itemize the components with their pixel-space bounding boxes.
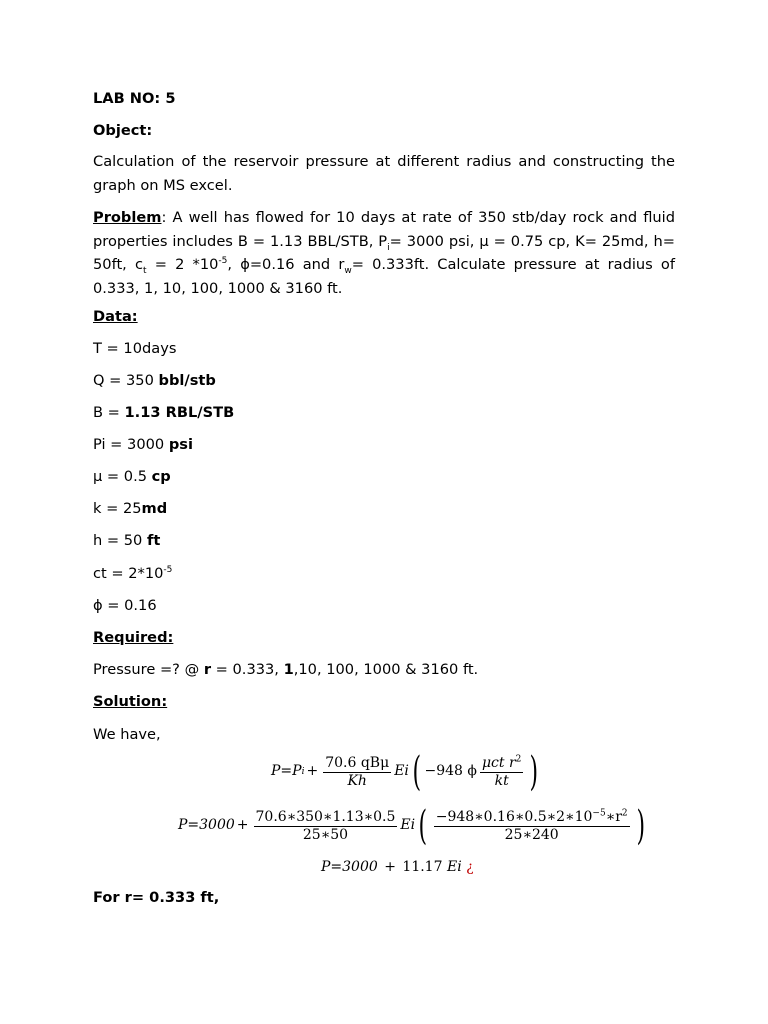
- equation-general: P=P i + $\frac{\text{70.6 qBμ}}{Kh}$ Ei ( −948 ϕ $\frac{\mu ct r^2}{kt}$ ): [271, 749, 539, 795]
- data-b: B = 1.13 RBL/STB: [93, 404, 235, 421]
- equation-simplified: P=3000 + 11.17 Ei ¿: [321, 859, 474, 875]
- data-heading: Data:: [93, 308, 138, 325]
- problem-paragraph: Problem: A well has flowed for 10 days at rate of 350 stb/day rock and fluid properties includes B = 1.13 BBL/STB, $P_i= 3000$ psi, μ = 0.75 cp, K= 25md, h= 50ft, $c_t = 2$ $*10^{-5}$, ϕ=0.16 and $r_w= 0.333ft$. Calculate pressure at radius of 0.333, 1, 10, 100, 1000 & 3160 ft.: [93, 209, 675, 297]
- problem-heading: Problem: [93, 209, 162, 226]
- solution-heading: Solution:: [93, 693, 168, 710]
- lab-title: LAB NO: 5: [93, 90, 176, 107]
- required-text: Pressure =? @ r = 0.333, 1,10, 100, 1000 & 3160 ft.: [93, 661, 479, 678]
- data-h: h = 50 ft: [93, 532, 161, 549]
- equation-substituted: P=3000 + $\frac{70.6∗350∗1.13∗0.5}{25∗50}$ Ei ( $\frac{-948∗0.16∗0.5∗2∗10^{-5}∗r^2}{25∗240}$ ): [178, 803, 645, 849]
- data-mu: μ = 0.5 cp: [93, 468, 171, 485]
- we-have-text: We have,: [93, 726, 161, 743]
- data-pi: Pi = 3000 psi: [93, 436, 193, 453]
- object-text: Calculation of the reservoir pressure at different radius and constructing the graph on MS excel.: [93, 153, 675, 194]
- data-ct: ct = $2*10^{-5}$: [93, 565, 173, 582]
- data-k: k = 25md: [93, 500, 168, 517]
- data-q: Q = 350 bbl/stb: [93, 372, 216, 389]
- object-heading: Object:: [93, 122, 153, 139]
- data-t: T = 10days: [93, 340, 177, 357]
- required-heading: Required:: [93, 629, 174, 646]
- data-phi: ϕ = 0.16: [93, 597, 157, 614]
- for-r-text: For r= 0.333 ft,: [93, 889, 220, 906]
